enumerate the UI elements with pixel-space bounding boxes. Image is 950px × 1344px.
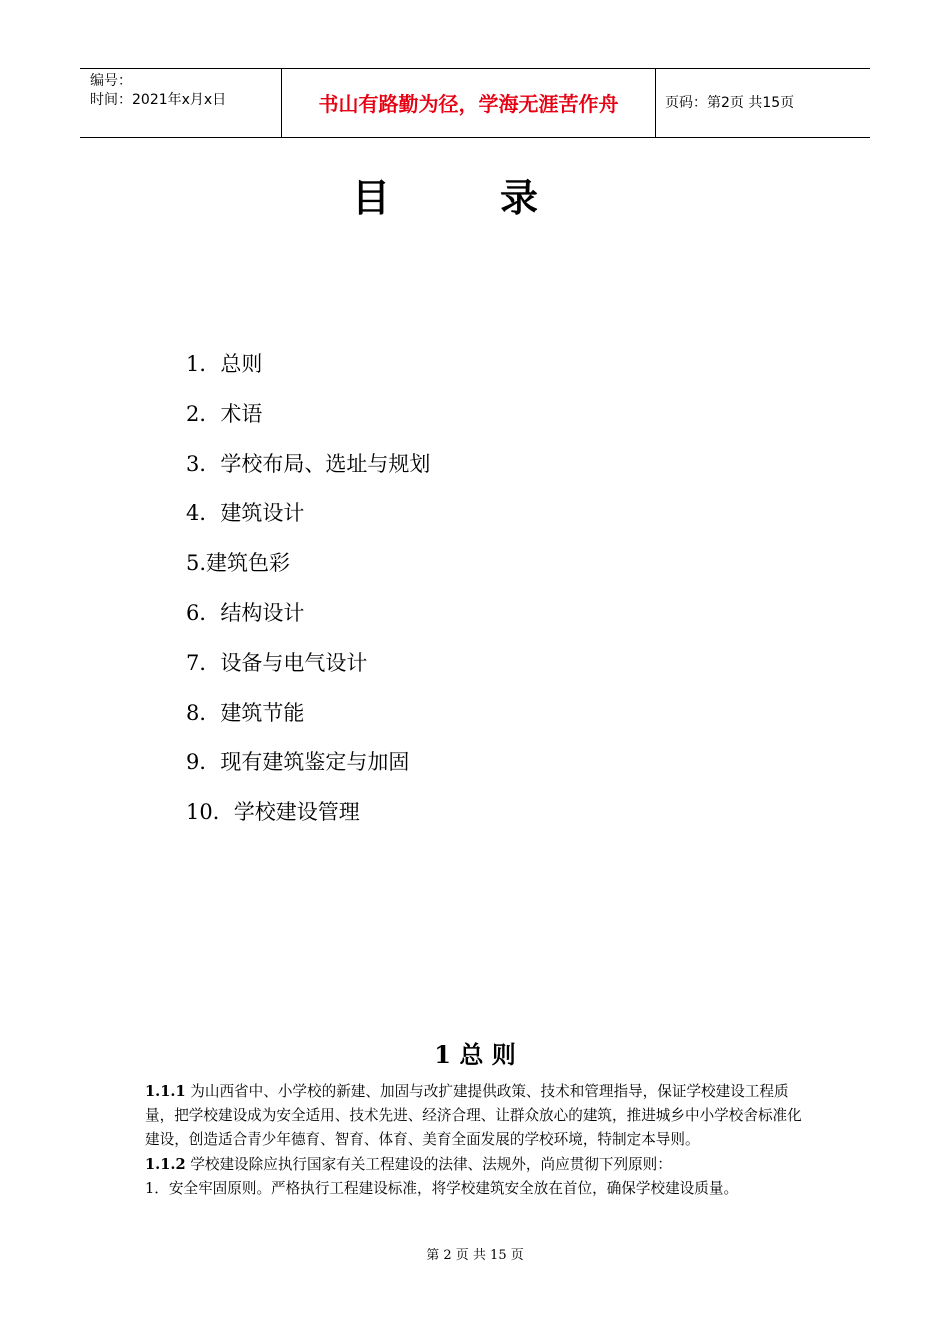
- page-footer: 第 2 页 共 15 页: [426, 1248, 524, 1263]
- paragraph: 1.1.2 学校建设除应执行国家有关工程建设的法律、法规外，尚应贯彻下列原则：: [145, 1155, 672, 1173]
- clause-number: 1.1.1: [145, 1083, 186, 1100]
- paragraph: 1．安全牢固原则。严格执行工程建设标准，将学校建筑安全放在首位，确保学校建设质量。: [145, 1179, 739, 1197]
- toc-item: 3．学校布局、选址与规划: [186, 451, 431, 476]
- number-label: 编号：: [90, 73, 132, 89]
- motto: 书山有路勤为径，学海无涯苦作舟: [318, 92, 619, 116]
- paragraph: 1.1.1 为山西省中、小学校的新建、加固与改扩建提供政策、技术和管理指导，保证学校建设工程质量，把学校建设成为安全适用、技术先进、经济合理、让群众放心的建筑，推进城乡中小学校舍标准化建设，创造适合青少年德育、智育、体育、美育全面发展的学校环境，特制定本导则。: [145, 1083, 802, 1149]
- toc-item: 9．现有建筑鉴定与加固: [186, 750, 410, 775]
- toc-item: 6．结构设计: [186, 600, 305, 625]
- toc-title: 目录: [351, 175, 648, 220]
- clause-number: 1.1.2: [145, 1155, 186, 1173]
- section-body: [145, 1080, 815, 1201]
- time-label: 时间：2021年x月x日: [90, 92, 227, 108]
- toc-item: 1．总则: [186, 352, 263, 376]
- toc-item: 5.建筑色彩: [186, 551, 291, 576]
- header-page-cell: [655, 69, 870, 137]
- header-info-cell: [80, 69, 281, 137]
- page-code: 页码：第2页 共15页: [665, 95, 795, 111]
- header-motto-cell: [281, 69, 656, 137]
- page-header: [80, 68, 870, 138]
- table-of-contents: [186, 340, 430, 838]
- toc-item: 4．建筑设计: [186, 501, 305, 526]
- toc-item: 2．术语: [186, 401, 263, 426]
- toc-item: 7．设备与电气设计: [186, 650, 368, 675]
- section-title: 1 总 则: [434, 1040, 516, 1069]
- toc-item: 10．学校建设管理: [186, 800, 360, 825]
- toc-item: 8．建筑节能: [186, 700, 305, 725]
